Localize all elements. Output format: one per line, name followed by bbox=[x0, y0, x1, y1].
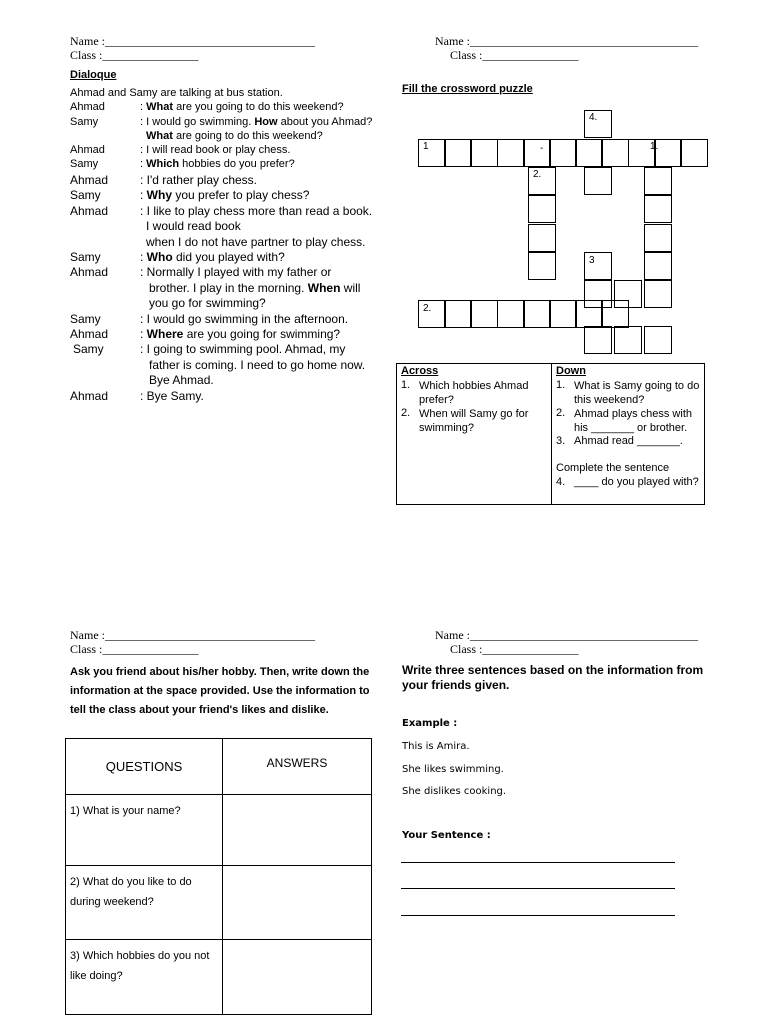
speaker-name: Ahmad bbox=[70, 265, 109, 279]
example-line: She dislikes cooking. bbox=[402, 786, 507, 797]
crossword-cell[interactable] bbox=[644, 280, 672, 308]
q2-class-field: Class :________________ bbox=[450, 48, 579, 62]
answers-header: ANSWERS bbox=[223, 739, 372, 795]
down-clue: 3. Ahmad read _______. bbox=[556, 435, 683, 447]
crossword-cell[interactable] bbox=[497, 139, 525, 167]
clue-divider bbox=[551, 364, 552, 504]
dialogue-line: : I going to swimming pool. Ahmad, my bbox=[140, 342, 346, 356]
speaker-name: Samy bbox=[73, 342, 104, 356]
clue-number: 4. bbox=[589, 112, 598, 123]
complete-clue: 4. ____ do you played with? bbox=[556, 476, 699, 488]
crossword-cell[interactable] bbox=[601, 139, 629, 167]
crossword-cell[interactable] bbox=[444, 300, 472, 328]
dialogue-line: : Where are you going for swimming? bbox=[140, 327, 341, 341]
down-clue: 2. Ahmad plays chess with his _______ or brother. bbox=[556, 407, 692, 434]
crossword-cell[interactable] bbox=[584, 326, 612, 354]
dialogue-line: : Which hobbies do you prefer? bbox=[140, 158, 295, 170]
dialogue-line: : I would go swimming in the afternoon. bbox=[140, 312, 349, 326]
crossword-cell[interactable] bbox=[497, 300, 525, 328]
clue-number: - bbox=[540, 143, 544, 154]
crossword-cell[interactable] bbox=[644, 252, 672, 280]
crossword-cell[interactable] bbox=[584, 167, 612, 195]
dialogue-line: Bye Ahmad. bbox=[149, 373, 214, 387]
dialogue-line: brother. I play in the morning. When will bbox=[149, 281, 361, 295]
sentence-line[interactable] bbox=[401, 888, 675, 889]
dialogue-line: I would read book bbox=[146, 219, 241, 233]
q4-class-field: Class :________________ bbox=[450, 642, 579, 656]
crossword-cell[interactable] bbox=[614, 280, 642, 308]
speaker-name: Ahmad bbox=[70, 144, 105, 156]
sentence-line[interactable] bbox=[401, 862, 675, 863]
dialogue-line: : I would go swimming. How about you Ahmad? bbox=[140, 116, 373, 128]
speaker-name: Ahmad bbox=[70, 173, 109, 187]
q4-instructions: Write three sentences based on the information from your friends given. bbox=[402, 663, 704, 692]
clue-number: 2. bbox=[533, 169, 542, 180]
crossword-cell[interactable] bbox=[528, 224, 556, 252]
q3-instructions: Ask you friend about his/her hobby. Then, write down the information at the space provided. Use the information to tell the class about your friend's likes and dislike. bbox=[70, 666, 370, 716]
clue-number: 1. bbox=[650, 141, 659, 152]
dialogue-line: : I like to play chess more than read a book. bbox=[140, 204, 373, 218]
clue-box bbox=[396, 363, 705, 505]
speaker-name: Samy bbox=[70, 188, 101, 202]
clue-number: 1 bbox=[423, 141, 429, 152]
crossword-cell[interactable] bbox=[644, 326, 672, 354]
dialogue-line: : What are you going to do this weekend? bbox=[140, 101, 344, 113]
speaker-name: Ahmad bbox=[70, 327, 109, 341]
questions-header: QUESTIONS bbox=[66, 739, 223, 795]
down-clue: 1. What is Samy going to do this weekend? bbox=[556, 379, 700, 406]
dialogue-line: : Normally I played with my father or bbox=[140, 265, 332, 279]
down-title: Down bbox=[556, 365, 586, 377]
sentence-line[interactable] bbox=[401, 915, 675, 916]
dialogue-line: What are going to do this weekend? bbox=[146, 130, 323, 142]
complete-label: Complete the sentence bbox=[556, 462, 670, 474]
crossword-cell[interactable] bbox=[444, 139, 472, 167]
dialogue-title: Dialoque bbox=[70, 69, 117, 81]
crossword-cell[interactable] bbox=[549, 300, 577, 328]
your-sentence-label: Your Sentence : bbox=[402, 830, 491, 841]
clue-number: 3 bbox=[589, 255, 595, 266]
speaker-name: Samy bbox=[70, 158, 99, 170]
crossword-cell[interactable] bbox=[644, 167, 672, 195]
across-title: Across bbox=[401, 365, 439, 377]
question-cell: 1) What is your name? bbox=[66, 795, 223, 866]
example-line: This is Amira. bbox=[402, 741, 470, 752]
question-cell: 2) What do you like to do during weekend? bbox=[66, 866, 223, 940]
clue-number: 2. bbox=[423, 303, 432, 314]
crossword-cell[interactable] bbox=[680, 139, 708, 167]
q1-name-field: Name :___________________________________ bbox=[70, 34, 315, 48]
dialogue-line: when I do not have partner to play chess. bbox=[146, 235, 366, 249]
speaker-name: Samy bbox=[70, 116, 99, 128]
question-cell: 3) Which hobbies do you not like doing? bbox=[66, 940, 223, 1015]
qa-table bbox=[65, 738, 372, 1015]
answer-cell[interactable] bbox=[223, 795, 372, 866]
speaker-name: Ahmad bbox=[70, 204, 109, 218]
speaker-name: Samy bbox=[70, 312, 101, 326]
crossword-cell[interactable] bbox=[549, 139, 577, 167]
dialogue-line: : Why you prefer to play chess? bbox=[140, 188, 310, 202]
q3-name-field: Name :___________________________________ bbox=[70, 628, 315, 642]
crossword-cell[interactable] bbox=[470, 300, 498, 328]
speaker-name: Ahmad bbox=[70, 101, 105, 113]
crossword-cell[interactable] bbox=[523, 300, 551, 328]
q2-name-field: Name :______________________________________ bbox=[435, 34, 698, 48]
dialogue-line: you go for swimming? bbox=[149, 296, 266, 310]
example-label: Example : bbox=[402, 718, 458, 729]
crossword-title: Fill the crossword puzzle bbox=[402, 83, 533, 95]
crossword-cell[interactable] bbox=[644, 195, 672, 223]
q4-name-field: Name :______________________________________ bbox=[435, 628, 698, 642]
crossword-cell[interactable] bbox=[584, 280, 612, 308]
answer-cell[interactable] bbox=[223, 866, 372, 940]
dialogue-line: : Bye Samy. bbox=[140, 389, 204, 403]
crossword-cell[interactable] bbox=[528, 252, 556, 280]
dialogue-line: : Who did you played with? bbox=[140, 250, 285, 264]
dialogue-line: father is coming. I need to go home now. bbox=[149, 358, 366, 372]
q3-class-field: Class :________________ bbox=[70, 642, 199, 656]
example-line: She likes swimming. bbox=[402, 764, 504, 775]
dialogue-line: : I will read book or play chess. bbox=[140, 144, 291, 156]
crossword-cell[interactable] bbox=[575, 139, 603, 167]
crossword-cell[interactable] bbox=[523, 139, 551, 167]
answer-cell[interactable] bbox=[223, 940, 372, 1015]
speaker-name: Samy bbox=[70, 250, 101, 264]
crossword-cell[interactable] bbox=[614, 326, 642, 354]
crossword-cell[interactable] bbox=[470, 139, 498, 167]
dialogue-intro: Ahmad and Samy are talking at bus station. bbox=[70, 87, 283, 99]
dialogue-line: : I'd rather play chess. bbox=[140, 173, 258, 187]
across-clue: 1. Which hobbies Ahmad prefer? bbox=[401, 379, 529, 406]
across-clue: 2. When will Samy go for swimming? bbox=[401, 407, 529, 434]
q1-class-field: Class :________________ bbox=[70, 48, 199, 62]
crossword-cell[interactable] bbox=[644, 224, 672, 252]
crossword-cell[interactable] bbox=[528, 195, 556, 223]
speaker-name: Ahmad bbox=[70, 389, 109, 403]
